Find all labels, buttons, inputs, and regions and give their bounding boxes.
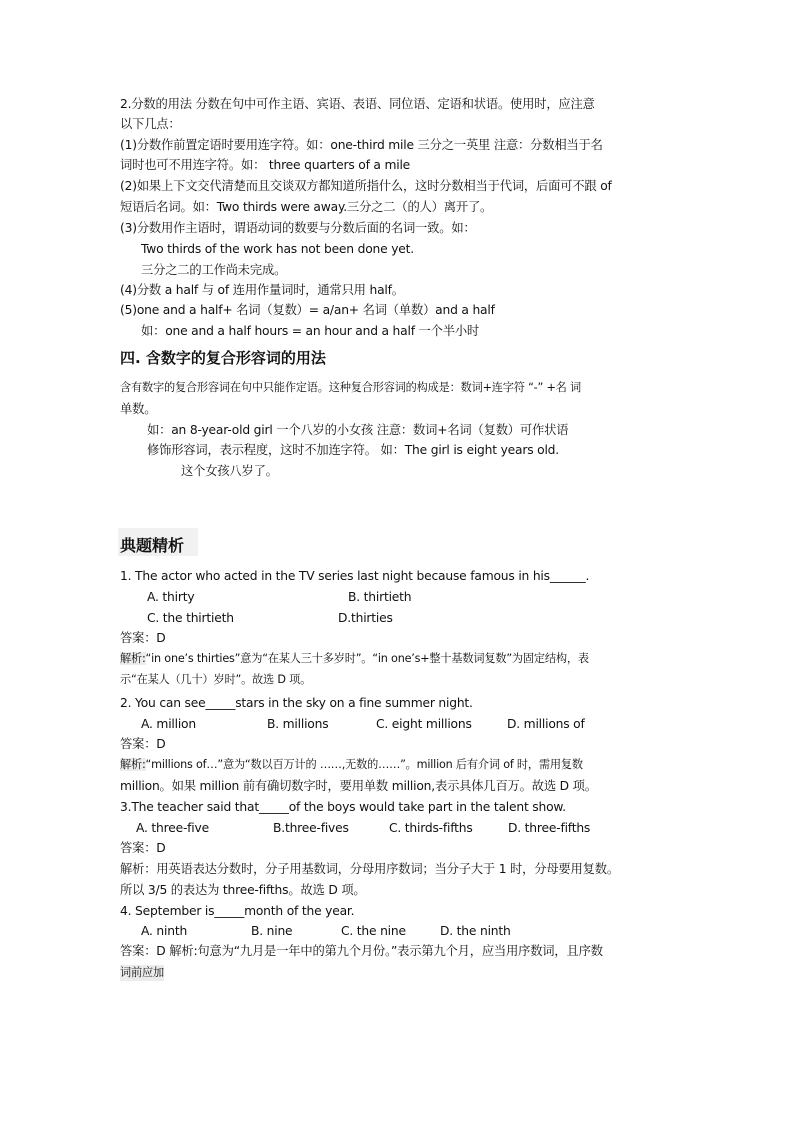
- frac-line-9: 三分之二的工作尚未完成。: [141, 263, 287, 277]
- examples-heading: 典题精析: [120, 536, 185, 555]
- q2-explanation-label: 解析:: [120, 758, 146, 771]
- q1-explanation-line-1: [120, 651, 589, 667]
- q2-stem: 2. You can see_____stars in the sky on a fine summer night.: [120, 696, 473, 710]
- q4-option-b: B. nine: [251, 924, 293, 938]
- section-4-line-4: 修饰形容词，表示程度，这时不加连字符。 如：The girl is eight years old.: [147, 443, 559, 457]
- q3-stem: 3.The teacher said that_____of the boys would take part in the talent show.: [120, 800, 566, 814]
- q2-explanation-line-2: million。如果 million 前有确切数字时，要用单数 million,表示具体几百万。故选 D 项。: [120, 779, 597, 793]
- frac-line-4: 词时也可不用连字符。如： three quarters of a mile: [120, 158, 411, 172]
- q2-option-c: C. eight millions: [376, 717, 472, 731]
- q1-option-b: B. thirtieth: [348, 590, 412, 604]
- q1-answer: 答案：D: [120, 631, 166, 645]
- q2-option-a: A. million: [141, 717, 196, 731]
- q1-stem: 1. The actor who acted in the TV series last night because famous in his______.: [120, 569, 590, 583]
- q2-explanation-line-1: [120, 757, 583, 773]
- frac-line-5: (2)如果上下文交代清楚而且交谈双方都知道所指什么，这时分数相当于代词，后面可不跟 of: [120, 179, 612, 193]
- q2-option-b: B. millions: [267, 717, 329, 731]
- section-4-line-5: 这个女孩八岁了。: [181, 464, 278, 478]
- q1-explanation-line-2: 示“在某人（几十）岁时”。故选 D 项。: [120, 673, 312, 686]
- q1-explanation-label: 解析:: [120, 652, 146, 665]
- q3-explanation-line-2: 所以 3/5 的表达为 three-fifths。故选 D 项。: [120, 883, 366, 897]
- q1-explanation-text: “in one’s thirties”意为“在某人三十多岁时”。“in one’s+整十基数词复数”为固定结构，表: [145, 652, 589, 665]
- q4-option-d: D. the ninth: [440, 924, 511, 938]
- q4-option-a: A. ninth: [141, 924, 188, 938]
- q2-explanation-text: “millions of…”意为“数以百万计的 ……,无数的……”。million 后有介词 of 时，需用复数: [145, 758, 583, 771]
- q4-explanation-line-2: 词前应加: [120, 966, 164, 979]
- frac-line-10: (4)分数 a half 与 of 连用作量词时，通常只用 half。: [120, 283, 404, 297]
- section-4-line-3: 如：an 8-year-old girl 一个八岁的小女孩 注意：数词+名词（复数）可作状语: [147, 423, 569, 437]
- section-4-line-1: 含有数字的复合形容词在句中只能作定语。这种复合形容词的构成是：数词+连字符 “-” +名 词: [120, 381, 581, 394]
- q1-option-d: D.thirties: [338, 611, 393, 625]
- q3-option-b: B.three-fives: [273, 821, 349, 835]
- section-4-line-2: 单数。: [120, 402, 157, 416]
- q4-explanation-line-1: 答案：D 解析:句意为“九月是一年中的第九个月份。”表示第九个月，应当用序数词，且序数: [120, 944, 603, 958]
- frac-line-8: Two thirds of the work has not been done yet.: [141, 242, 414, 256]
- q3-option-c: C. thirds-fifths: [389, 821, 473, 835]
- q3-explanation-line-1: 解析：用英语表达分数时，分子用基数词，分母用序数词；当分子大于 1 时，分母要用复数。: [120, 862, 619, 876]
- q3-answer: 答案：D: [120, 841, 166, 855]
- q3-option-d: D. three-fifths: [508, 821, 591, 835]
- frac-line-2: 以下几点：: [120, 117, 181, 131]
- q2-option-d: D. millions of: [507, 717, 585, 731]
- frac-line-11: (5)one and a half+ 名词（复数）= a/an+ 名词（单数）and a half: [120, 303, 495, 317]
- frac-line-3: (1)分数作前置定语时要用连字符。如：one-third mile 三分之一英里 注意：分数相当于名: [120, 138, 603, 152]
- frac-line-7: (3)分数用作主语时，谓语动词的数要与分数后面的名词一致。如：: [120, 221, 476, 235]
- q4-stem: 4. September is_____month of the year.: [120, 904, 355, 918]
- q2-answer: 答案：D: [120, 737, 166, 751]
- q3-option-a: A. three-five: [136, 821, 209, 835]
- q1-option-c: C. the thirtieth: [147, 611, 234, 625]
- frac-line-12: 如：one and a half hours = an hour and a half 一个半小时: [141, 324, 480, 338]
- q1-option-a: A. thirty: [147, 590, 195, 604]
- q4-option-c: C. the nine: [341, 924, 406, 938]
- section-4-title: 四. 含数字的复合形容词的用法: [120, 349, 326, 367]
- frac-line-1: 2.分数的用法 分数在句中可作主语、宾语、表语、同位语、定语和状语。使用时，应注意: [120, 97, 595, 111]
- frac-line-6: 短语后名词。如：Two thirds were away.三分之二（的人）离开了。: [120, 200, 493, 214]
